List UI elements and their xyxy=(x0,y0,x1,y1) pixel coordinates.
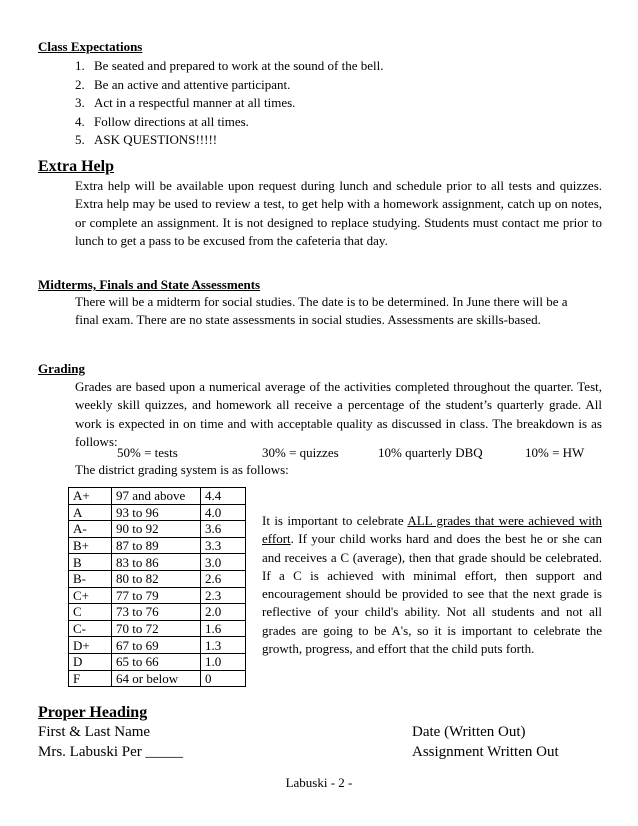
list-item xyxy=(75,76,384,95)
proper-heading-row-1 xyxy=(38,722,598,742)
district-grading-intro: The district grading system is as follows: xyxy=(75,462,289,477)
grading-heading: Grading xyxy=(38,361,85,376)
breakdown-homework: 10% = HW xyxy=(525,445,585,460)
list-item-text: ASK QUESTIONS!!!!! xyxy=(94,132,218,147)
grade-breakdown xyxy=(75,444,605,461)
grade-letter: D+ xyxy=(69,637,112,654)
grade-range: 65 to 66 xyxy=(112,653,201,670)
grade-points: 4.4 xyxy=(201,488,246,505)
grade-range: 87 to 89 xyxy=(112,537,201,554)
grade-points: 3.3 xyxy=(201,537,246,554)
table-row xyxy=(69,570,246,587)
grade-range: 73 to 76 xyxy=(112,604,201,621)
date-label: Date (Written Out) xyxy=(412,724,526,740)
list-item-number: 1. xyxy=(75,58,85,73)
grade-letter: A- xyxy=(69,521,112,538)
table-row xyxy=(69,554,246,571)
grade-points: 1.3 xyxy=(201,637,246,654)
list-item-number: 2. xyxy=(75,76,85,92)
list-item-text: Be an active and attentive participant. xyxy=(94,76,291,92)
grade-range: 67 to 69 xyxy=(112,637,201,654)
grade-range: 77 to 79 xyxy=(112,587,201,604)
grade-range: 64 or below xyxy=(112,670,201,687)
table-row xyxy=(69,488,246,505)
list-item-text: Be seated and prepared to work at the sound of the bell. xyxy=(94,58,384,73)
teacher-period-label: Mrs. Labuski Per _____ xyxy=(38,744,183,760)
first-last-name-label: First & Last Name xyxy=(38,724,151,740)
grade-points: 1.0 xyxy=(201,653,246,670)
extra-help-paragraph: Extra help will be available upon request during lunch and schedule prior to all tests and quizzes. Extra help may be used to review a test, to get help with a homework assignment, catch up on notes, or complete an assignment. It is not designed to replace studying. Students must contact me prior to lunch to get a pass to be excused from the cafeteria that day. xyxy=(75,178,602,248)
table-row xyxy=(69,521,246,538)
midterms-paragraph: There will be a midterm for social studies. The date is to be determined. In June there will be a final exam. There are no state assessments in social studies. Assessments are skills-based. xyxy=(75,294,568,328)
table-row xyxy=(69,587,246,604)
table-row xyxy=(69,620,246,637)
grade-points: 3.6 xyxy=(201,521,246,538)
list-item-number: 4. xyxy=(75,113,85,129)
table-row xyxy=(69,504,246,521)
table-row xyxy=(69,537,246,554)
grade-range: 90 to 92 xyxy=(112,521,201,538)
district-grading-table xyxy=(68,487,246,687)
grade-range: 70 to 72 xyxy=(112,620,201,637)
grade-letter: C xyxy=(69,604,112,621)
assignment-label: Assignment Written Out xyxy=(412,744,559,760)
grade-points: 3.0 xyxy=(201,554,246,571)
list-item-number: 3. xyxy=(75,95,85,110)
page-footer: Labuski - 2 - xyxy=(285,775,353,790)
class-expectations-heading: Class Expectations xyxy=(38,39,143,54)
grade-points: 1.6 xyxy=(201,620,246,637)
list-item xyxy=(75,57,384,76)
grade-letter: B- xyxy=(69,570,112,587)
breakdown-quizzes: 30% = quizzes xyxy=(262,445,339,460)
grade-letter: B xyxy=(69,554,112,571)
grade-points: 0 xyxy=(201,670,246,687)
grade-points: 2.6 xyxy=(201,570,246,587)
table-row xyxy=(69,604,246,621)
grade-letter: A+ xyxy=(69,488,112,505)
list-item-number: 5. xyxy=(75,132,85,147)
midterms-heading: Midterms, Finals and State Assessments xyxy=(38,277,261,292)
grade-points: 2.3 xyxy=(201,587,246,604)
table-row xyxy=(69,653,246,670)
list-item-text: Follow directions at all times. xyxy=(94,113,249,129)
grade-range: 97 and above xyxy=(112,488,201,505)
table-row xyxy=(69,637,246,654)
proper-heading-row-2 xyxy=(38,742,598,762)
class-expectations-list xyxy=(75,57,384,150)
grade-range: 93 to 96 xyxy=(112,504,201,521)
grade-letter: C+ xyxy=(69,587,112,604)
list-item xyxy=(75,94,384,113)
grading-paragraph: Grades are based upon a numerical average of the activities completed throughout the quarter. Test, weekly skill quizzes, and homework all receive a percentage of the student’s quarterly grade. All work is expected in on time and with acceptable quality as discussed in class. The breakdown is as follows: xyxy=(75,379,602,449)
breakdown-dbq: 10% quarterly DBQ xyxy=(378,445,483,460)
extra-help-heading: Extra Help xyxy=(38,158,114,175)
breakdown-tests: 50% = tests xyxy=(117,445,178,460)
grade-letter: B+ xyxy=(69,537,112,554)
grade-range: 80 to 82 xyxy=(112,570,201,587)
table-row xyxy=(69,670,246,687)
celebrate-underlined: ALL grades that were achieved with effort xyxy=(262,513,602,547)
list-item xyxy=(75,113,384,132)
grade-points: 2.0 xyxy=(201,604,246,621)
grade-letter: C- xyxy=(69,620,112,637)
grade-letter: F xyxy=(69,670,112,687)
celebrate-rest: . If your child works hard and does the best he or she can and receives a C (average), then that grade should be celebrated. If a C is achieved with minimal effort, then support and encouragement should be provided to see that the next grade is reflective of your child's ability. Not all students and not all grades are going to be A's, so it is important to celebrate the growth, progress, and effort that the child puts forth. xyxy=(262,531,602,657)
grade-points: 4.0 xyxy=(201,504,246,521)
celebrate-paragraph xyxy=(262,512,602,658)
celebrate-prefix: It is important to celebrate xyxy=(262,513,408,528)
grade-letter: A xyxy=(69,504,112,521)
list-item-text: Act in a respectful manner at all times. xyxy=(94,95,296,110)
list-item xyxy=(75,131,384,150)
grade-letter: D xyxy=(69,653,112,670)
proper-heading-title: Proper Heading xyxy=(38,704,148,721)
grade-range: 83 to 86 xyxy=(112,554,201,571)
